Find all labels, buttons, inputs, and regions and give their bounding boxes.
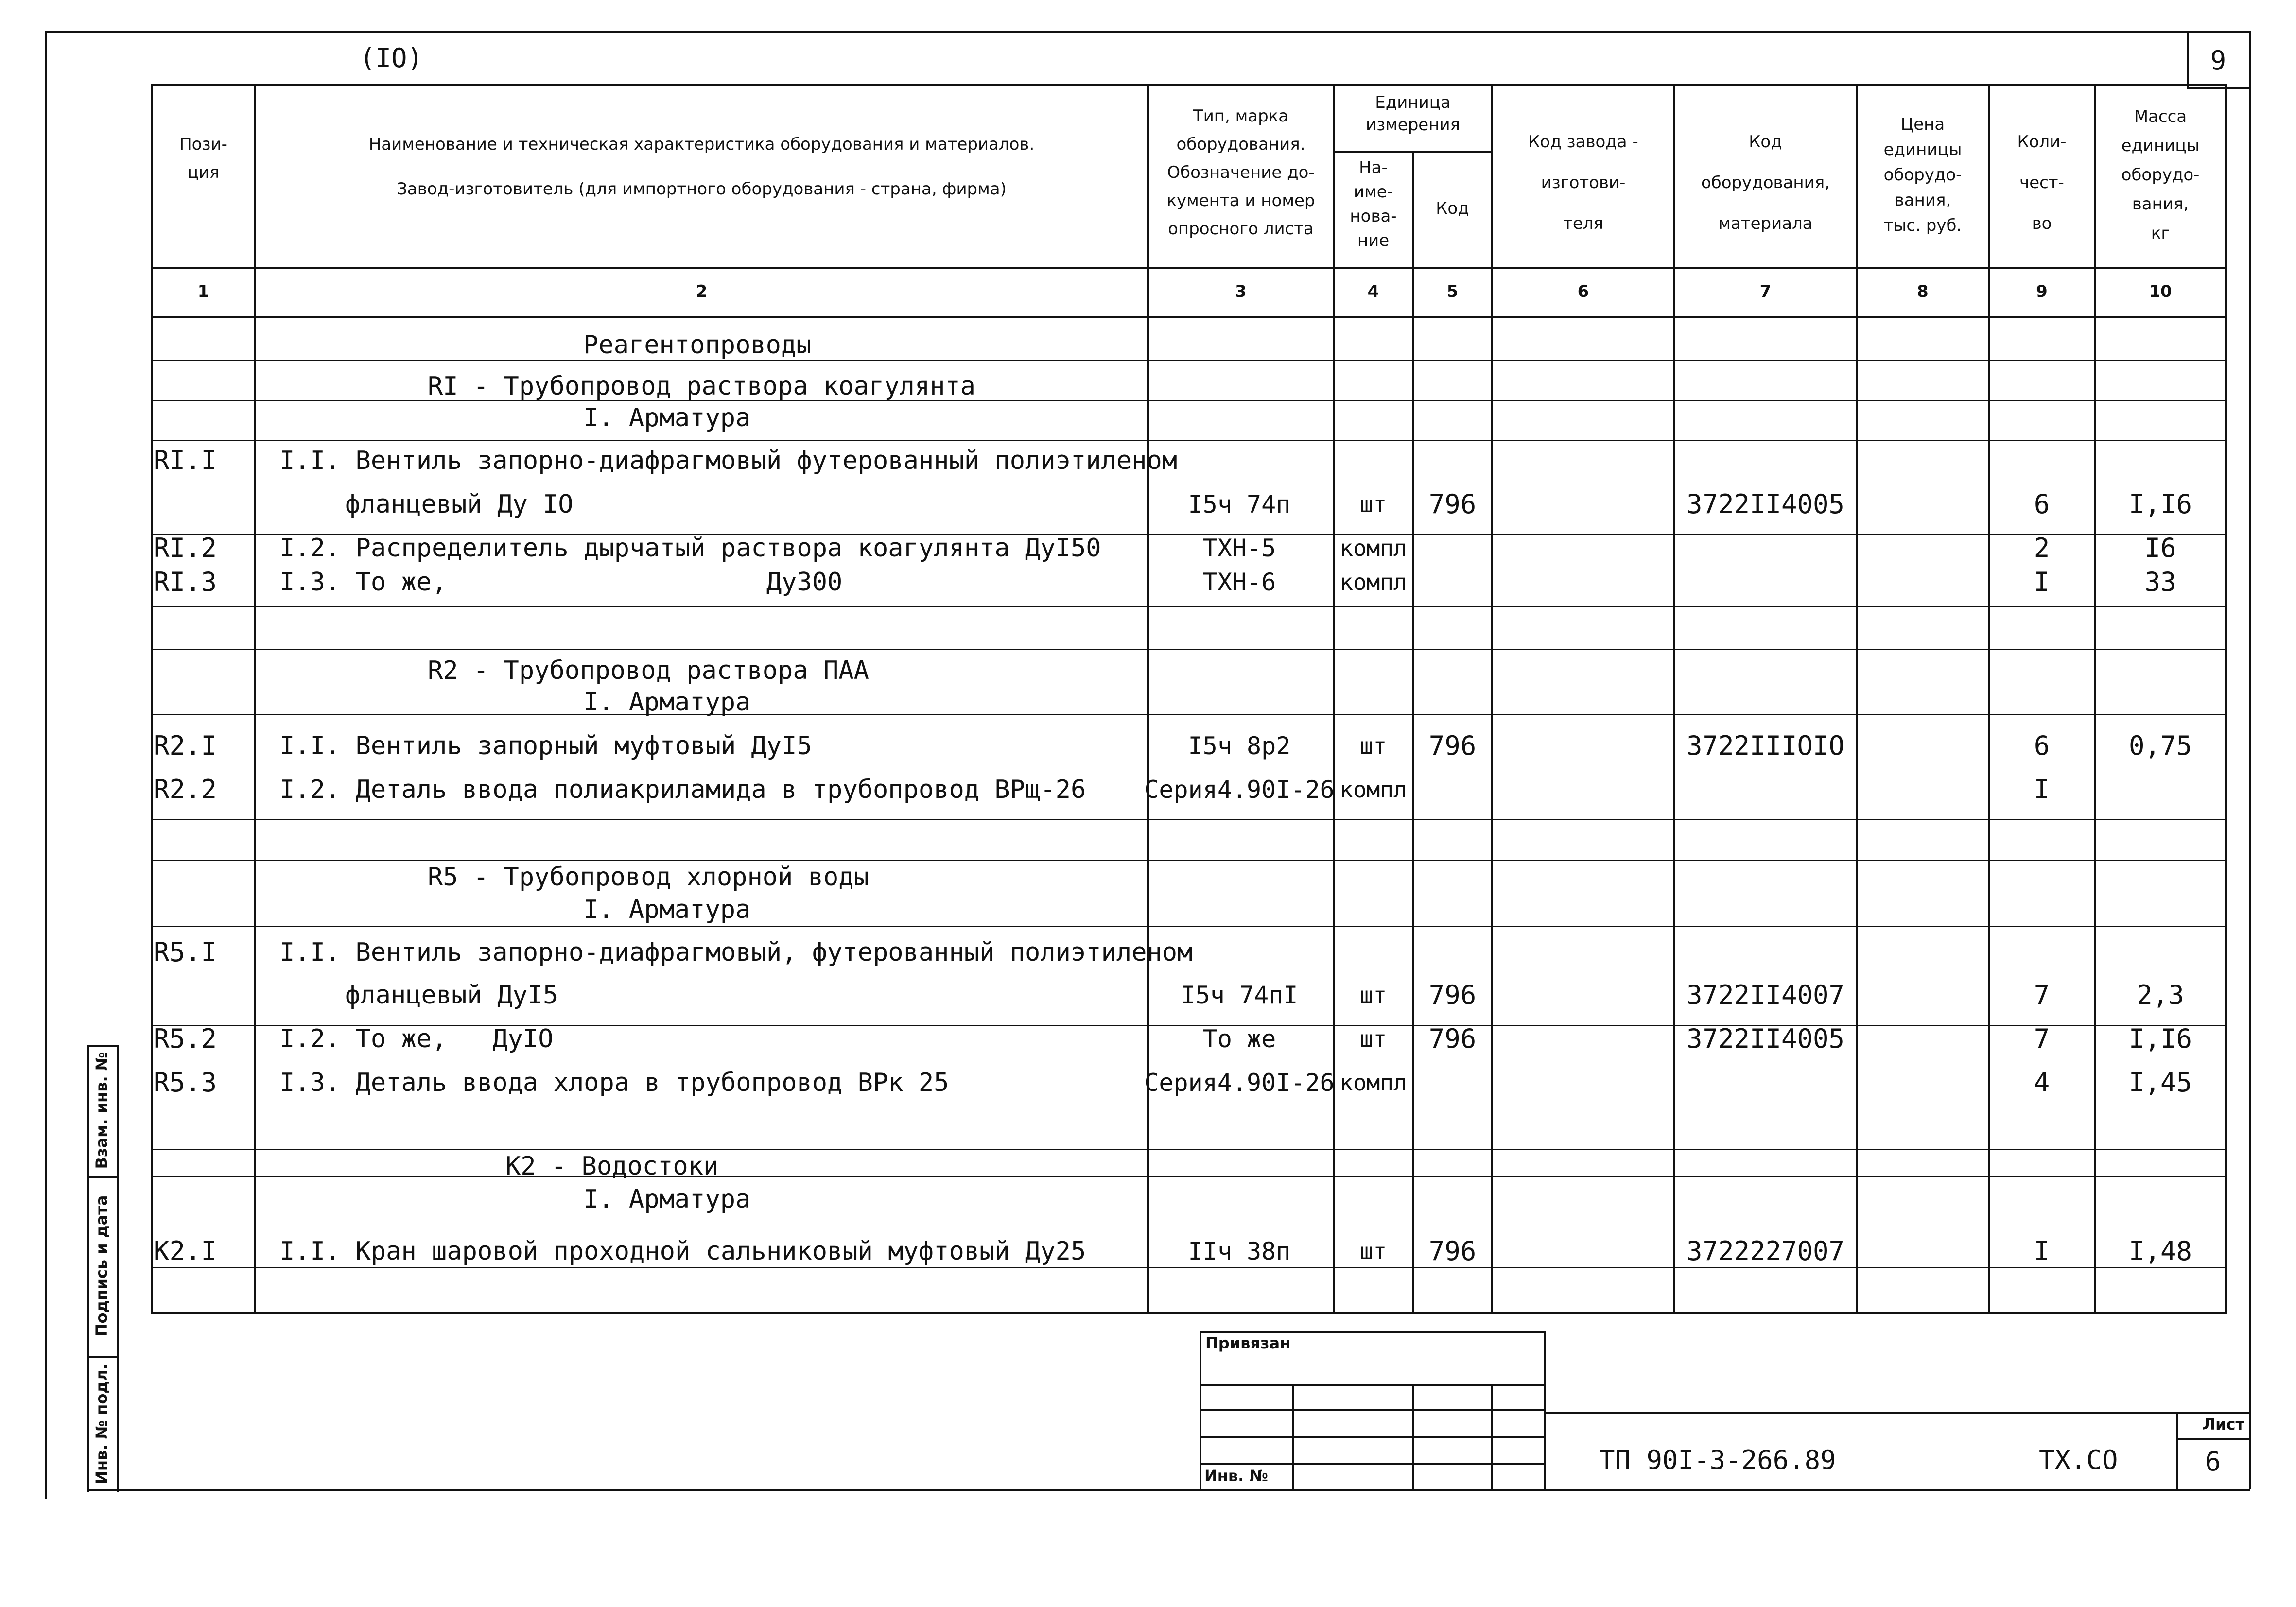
row-equipment-code: 3722II4007	[1686, 980, 1845, 1010]
row-quantity: 7	[2034, 980, 2050, 1010]
outer-frame-bottom	[87, 1489, 2250, 1491]
row-mass: I6	[2144, 533, 2176, 563]
privyazan-right	[1544, 1331, 1546, 1491]
column-number-9: 9	[2036, 282, 2048, 301]
row-unit-code: 796	[1428, 980, 1477, 1010]
header-equipment-code: Код оборудования, материала	[1701, 132, 1830, 233]
row-name: RI - Трубопровод раствора коагулянта	[428, 372, 976, 401]
row-unit-code: 796	[1428, 1023, 1477, 1054]
row-name: фланцевый ДуI5	[345, 981, 558, 1010]
row-mass: I,45	[2128, 1067, 2192, 1098]
header-name-line1: Наименование и техническая характеристика оборудования и материалов.	[368, 135, 1035, 154]
row-name: I.I. Вентиль запорный муфтовый ДуI5	[279, 731, 812, 760]
row-type: I5ч 74п	[1188, 490, 1291, 518]
top-label: (IO)	[360, 43, 423, 73]
privyazan-col1	[1292, 1384, 1294, 1489]
row-type: Серия4.90I-26	[1144, 1069, 1335, 1097]
column-number-10: 10	[2149, 282, 2172, 301]
numbers-bottom-line	[151, 316, 2226, 318]
row-position: R5.2	[154, 1023, 217, 1054]
header-mass: Масса единицы оборудо- вания, кг	[2121, 107, 2200, 243]
row-name: I.2. То же, ДуIO	[279, 1024, 554, 1054]
row-separator	[151, 649, 2226, 650]
row-equipment-code: 3722227007	[1686, 1236, 1845, 1266]
row-quantity: I	[2034, 567, 2050, 597]
side-stamp-inner	[117, 1045, 119, 1492]
row-name: I.3. То же, Ду300	[279, 568, 843, 597]
column-number-1: 1	[197, 282, 209, 301]
row-separator	[151, 926, 2226, 927]
row-position: RI.2	[154, 533, 217, 563]
side-stamp-inv-podl: Инв. № подл.	[92, 1364, 111, 1484]
document-code: ТП 90I-3-266.89	[1599, 1445, 1836, 1475]
row-name: Реагентопроводы	[583, 330, 812, 360]
row-separator	[151, 360, 2226, 361]
header-quantity: Коли- чест- во	[2017, 132, 2067, 233]
column-number-8: 8	[1917, 282, 1929, 301]
row-equipment-code: 3722II4005	[1686, 489, 1845, 519]
header-unit-code: Код	[1436, 199, 1469, 218]
privyazan-label: Привязан	[1205, 1334, 1291, 1352]
header-position: Пози- ция	[179, 135, 227, 182]
outer-frame-top	[45, 31, 2251, 33]
row-separator	[151, 819, 2226, 820]
row-quantity: 2	[2034, 533, 2050, 563]
row-name: I.2. Деталь ввода полиакриламида в трубопровод ВРщ-26	[279, 775, 1086, 804]
row-unit: компл	[1339, 777, 1407, 803]
header-factory-code: Код завода - изготови- теля	[1528, 132, 1638, 233]
sheet-label: Лист	[2202, 1415, 2244, 1434]
outer-frame-left	[45, 31, 47, 1499]
column-number-7: 7	[1759, 282, 1772, 301]
row-name: I. Арматура	[583, 688, 751, 717]
row-name: К2 - Водостоки	[505, 1152, 719, 1181]
privyazan-row4	[1200, 1463, 1546, 1465]
row-type: ТХН-5	[1202, 534, 1276, 562]
row-position: RI.I	[154, 445, 217, 476]
row-type: I5ч 8р2	[1188, 732, 1291, 760]
row-position: R2.I	[154, 730, 217, 761]
row-mass: I,I6	[2128, 489, 2192, 519]
row-type: I5ч 74пI	[1181, 981, 1298, 1009]
column-number-5: 5	[1446, 282, 1459, 301]
row-quantity: I	[2034, 1236, 2050, 1266]
side-stamp-left	[87, 1045, 89, 1492]
row-separator	[151, 440, 2226, 441]
row-mass: 0,75	[2128, 730, 2192, 761]
privyazan-row2	[1200, 1409, 1546, 1411]
column-number-3: 3	[1235, 282, 1247, 301]
document-mark: ТХ.СО	[2039, 1445, 2118, 1475]
header-type: Тип, марка оборудования. Обозначение до- кумента и номер опросного листа	[1166, 106, 1315, 239]
sheet-box-divider	[2176, 1438, 2249, 1440]
privyazan-row3	[1200, 1436, 1546, 1438]
row-mass: I,48	[2128, 1236, 2192, 1266]
row-position: R5.3	[154, 1067, 217, 1098]
row-mass: I,I6	[2128, 1023, 2192, 1054]
inv-no-label: Инв. №	[1204, 1467, 1268, 1485]
row-quantity: I	[2034, 774, 2050, 805]
row-unit-code: 796	[1428, 730, 1477, 761]
row-name: I. Арматура	[583, 1185, 751, 1214]
row-unit: компл	[1339, 569, 1407, 595]
side-stamp-vzam: Взам. инв. №	[92, 1052, 111, 1169]
column-number-2: 2	[696, 282, 708, 301]
row-position: R2.2	[154, 774, 217, 805]
row-name: I.I. Вентиль запорно-диафрагмовый футерованный полиэтиленом	[279, 446, 1178, 475]
table-line-bottom	[151, 1312, 2226, 1314]
row-unit: шт	[1359, 733, 1387, 759]
row-name: I.I. Вентиль запорно-диафрагмовый, футерованный полиэтиленом	[279, 938, 1193, 967]
outer-frame-right	[2249, 31, 2251, 1489]
row-unit-code: 796	[1428, 489, 1477, 519]
row-mass: 2,3	[2137, 980, 2184, 1010]
column-number-4: 4	[1367, 282, 1379, 301]
privyazan-col2	[1412, 1384, 1414, 1489]
row-unit: компл	[1339, 535, 1407, 561]
row-name: I. Арматура	[583, 895, 751, 924]
row-separator	[151, 1267, 2226, 1268]
row-equipment-code: 3722II4005	[1686, 1023, 1845, 1054]
row-unit: шт	[1359, 1026, 1387, 1052]
row-name: I. Арматура	[583, 403, 751, 432]
privyazan-row1	[1200, 1384, 1546, 1386]
row-unit: шт	[1359, 1238, 1387, 1264]
row-separator	[151, 1176, 2226, 1177]
row-unit: шт	[1359, 982, 1387, 1008]
row-name: I.I. Кран шаровой проходной сальниковый муфтовый Ду25	[279, 1237, 1086, 1266]
row-type: IIч 38п	[1188, 1237, 1291, 1265]
header-unit-name: На- име- нова- ние	[1350, 158, 1397, 250]
row-type: ТХН-6	[1202, 568, 1276, 596]
header-name-line2: Завод-изготовитель (для импортного оборудования - страна, фирма)	[397, 179, 1007, 199]
row-equipment-code: 3722IIIOIO	[1686, 730, 1845, 761]
row-mass: 33	[2144, 567, 2176, 597]
row-name: фланцевый Ду IO	[345, 490, 574, 519]
row-position: RI.3	[154, 567, 217, 597]
row-unit-code: 796	[1428, 1236, 1477, 1266]
row-quantity: 4	[2034, 1067, 2050, 1098]
row-type: Серия4.90I-26	[1144, 776, 1335, 804]
sheet-number: 6	[2205, 1446, 2221, 1477]
row-quantity: 6	[2034, 730, 2050, 761]
title-block-top	[1544, 1412, 2250, 1414]
header-unit-price: Цена единицы оборудо- вания, тыс. руб.	[1883, 115, 1962, 235]
row-quantity: 6	[2034, 489, 2050, 519]
row-position: R5.I	[154, 937, 217, 968]
row-name: R5 - Трубопровод хлорной воды	[428, 863, 869, 892]
privyazan-col3	[1491, 1384, 1493, 1489]
header-unit-group: Единица измерения	[1365, 93, 1461, 135]
side-stamp-podpis: Подпись и дата	[92, 1195, 111, 1337]
row-unit: компл	[1339, 1070, 1407, 1096]
row-separator	[151, 714, 2226, 715]
table-line-top	[151, 84, 2226, 86]
column-number-6: 6	[1577, 282, 1589, 301]
row-separator	[151, 860, 2226, 861]
unit-group-divider	[1333, 151, 1491, 153]
row-name: I.2. Распределитель дырчатый раствора коагулянта ДуI50	[279, 534, 1101, 563]
row-name: I.3. Деталь ввода хлора в трубопровод ВРк 25	[279, 1068, 949, 1097]
row-separator	[151, 1149, 2226, 1150]
row-unit: шт	[1359, 491, 1387, 518]
row-position: К2.I	[154, 1236, 217, 1266]
row-quantity: 7	[2034, 1023, 2050, 1054]
row-separator	[151, 606, 2226, 607]
row-name: R2 - Трубопровод раствора ПАА	[428, 656, 869, 685]
corner-number: 9	[2210, 45, 2226, 76]
row-type: То же	[1202, 1025, 1276, 1053]
